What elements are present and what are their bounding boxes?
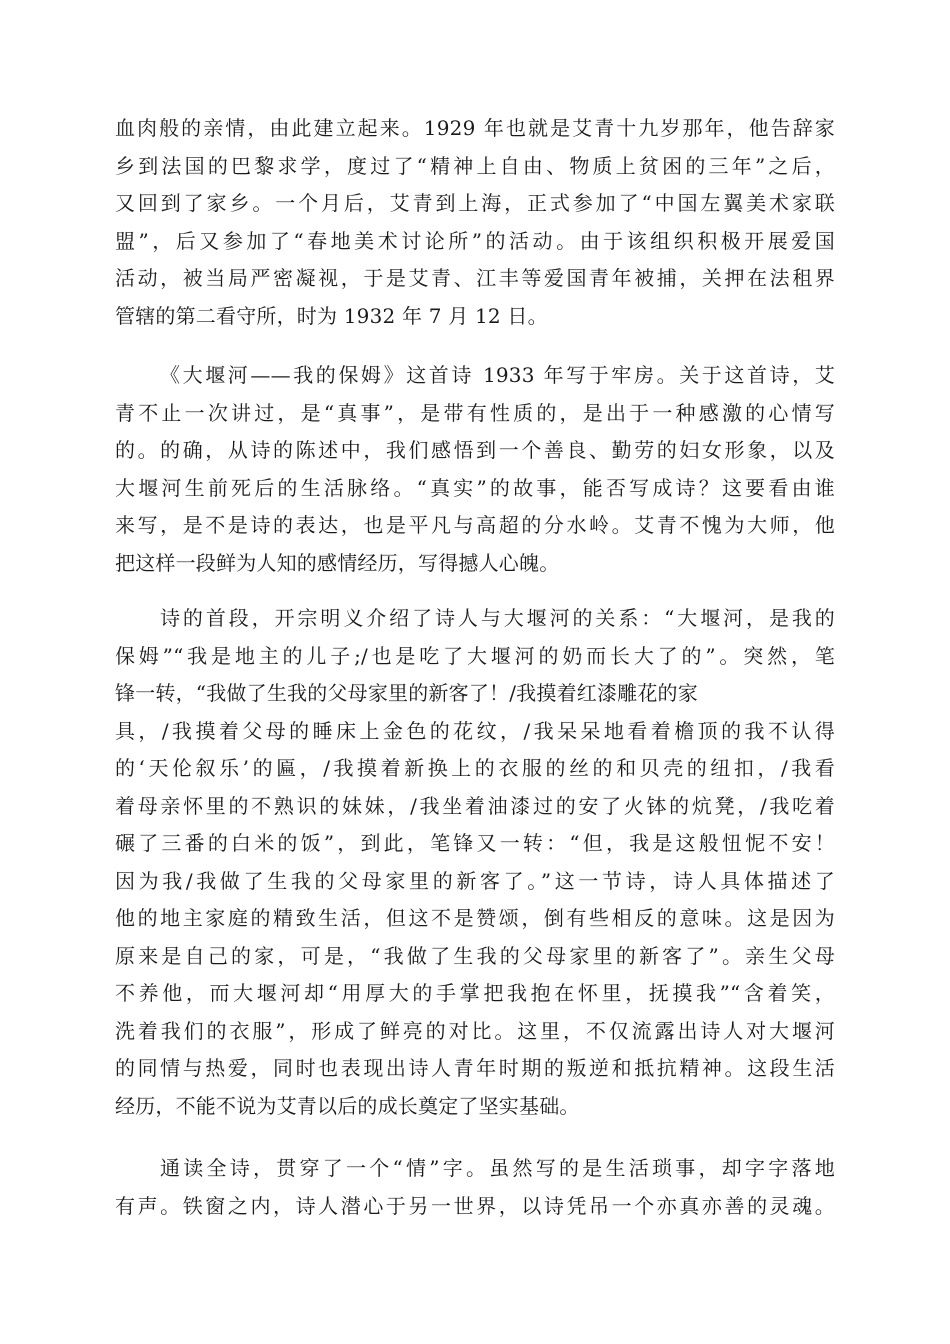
paragraph-1: [115, 110, 835, 335]
paragraph-3-line-14: 经历，不能不说为艾青以后的成长奠定了坚实基础。: [115, 1093, 580, 1118]
paragraph-3-line-13: 的同情与热爱，同时也表现出诗人青年时期的叛逆和抵抗精神。这段生活: [115, 1056, 835, 1080]
paragraph-1-line-4: 盟”，后又参加了“春地美术讨论所”的活动。由于该组织积极开展爱国: [115, 228, 835, 253]
paragraph-1-line-6: 管辖的第二看守所，时为 1932 年 7 月 12 日。: [115, 303, 548, 328]
paragraph-3: [115, 600, 835, 1125]
paragraph-2-line-6: 把这样一段鲜为人知的感情经历，写得撼人心魄。: [115, 550, 560, 575]
paragraph-3-line-4: 具，/我摸着父母的睡床上金色的花纹，/我呆呆地看着檐顶的我不认得: [115, 718, 835, 743]
paragraph-3-line-10: 原来是自己的家，可是，“我做了生我的父母家里的新客了”。亲生父母: [115, 943, 835, 968]
paragraph-1-line-2: 乡到法国的巴黎求学，度过了“精神上自由、物质上贫困的三年”之后，: [115, 153, 835, 178]
paragraph-3-line-3: 锋一转，“我做了生我的父母家里的新客了！/我摸着红漆雕花的家: [115, 681, 698, 705]
paragraph-3-line-6: 着母亲怀里的不熟识的妹妹，/我坐着油漆过的安了火钵的炕凳，/我吃着: [115, 793, 835, 818]
paragraph-1-line-1: 血肉般的亲情，由此建立起来。1929 年也就是艾青十九岁那年，他告辞家: [115, 116, 835, 140]
paragraph-3-line-1: 诗的首段，开宗明义介绍了诗人与大堰河的关系：“大堰河，是我的: [160, 606, 835, 630]
paragraph-3-line-7: 碾了三番的白米的饭”，到此，笔锋又一转：“但，我是这般忸怩不安！: [115, 831, 835, 855]
paragraph-2-line-5: 来写，是不是诗的表达，也是平凡与高超的分水岭。艾青不愧为大师，他: [115, 513, 835, 537]
paragraph-3-line-2: 保姆”“我是地主的儿子;/也是吃了大堰河的奶而长大了的”。突然，笔: [115, 643, 835, 668]
paragraph-3-line-12: 洗着我们的衣服”，形成了鲜亮的对比。这里，不仅流露出诗人对大堰河: [115, 1018, 835, 1043]
paragraph-3-line-9: 他的地主家庭的精致生活，但这不是赞颂，倒有些相反的意味。这是因为: [115, 906, 835, 930]
paragraph-3-line-11: 不养他，而大堰河却“用厚大的手掌把我抱在怀里，抚摸我”“含着笑，: [115, 981, 835, 1005]
paragraph-4: [115, 1150, 835, 1225]
paragraph-3-line-8: 因为我/我做了生我的父母家里的新客了。”这一节诗，诗人具体描述了: [115, 868, 835, 893]
paragraph-2-line-2: 青不止一次讲过，是“真事”，是带有性质的，是出于一种感激的心情写: [115, 400, 835, 425]
paragraph-4-line-1: 通读全诗，贯穿了一个“情”字。虽然写的是生活琐事，却字字落地: [160, 1156, 835, 1180]
paragraph-2-line-1: 《大堰河——我的保姆》这首诗 1933 年写于牢房。关于这首诗，艾: [160, 363, 835, 387]
paragraph-3-line-5: 的‘天伦叙乐’的匾，/我摸着新换上的衣服的丝的和贝壳的纽扣，/我看: [115, 756, 835, 780]
paragraph-4-line-2: 有声。铁窗之内，诗人潜心于另一世界，以诗凭吊一个亦真亦善的灵魂。: [115, 1193, 835, 1218]
paragraph-2-line-4: 大堰河生前死后的生活脉络。“真实”的故事，能否写成诗？这要看由谁: [115, 475, 835, 500]
paragraph-1-line-5: 活动，被当局严密凝视，于是艾青、江丰等爱国青年被捕，关押在法租界: [115, 266, 835, 290]
paragraph-2-line-3: 的。的确，从诗的陈述中，我们感悟到一个善良、勤劳的妇女形象，以及: [115, 438, 835, 462]
paragraph-2: [115, 357, 835, 582]
paragraph-1-line-3: 又回到了家乡。一个月后，艾青到上海，正式参加了“中国左翼美术家联: [115, 191, 835, 215]
